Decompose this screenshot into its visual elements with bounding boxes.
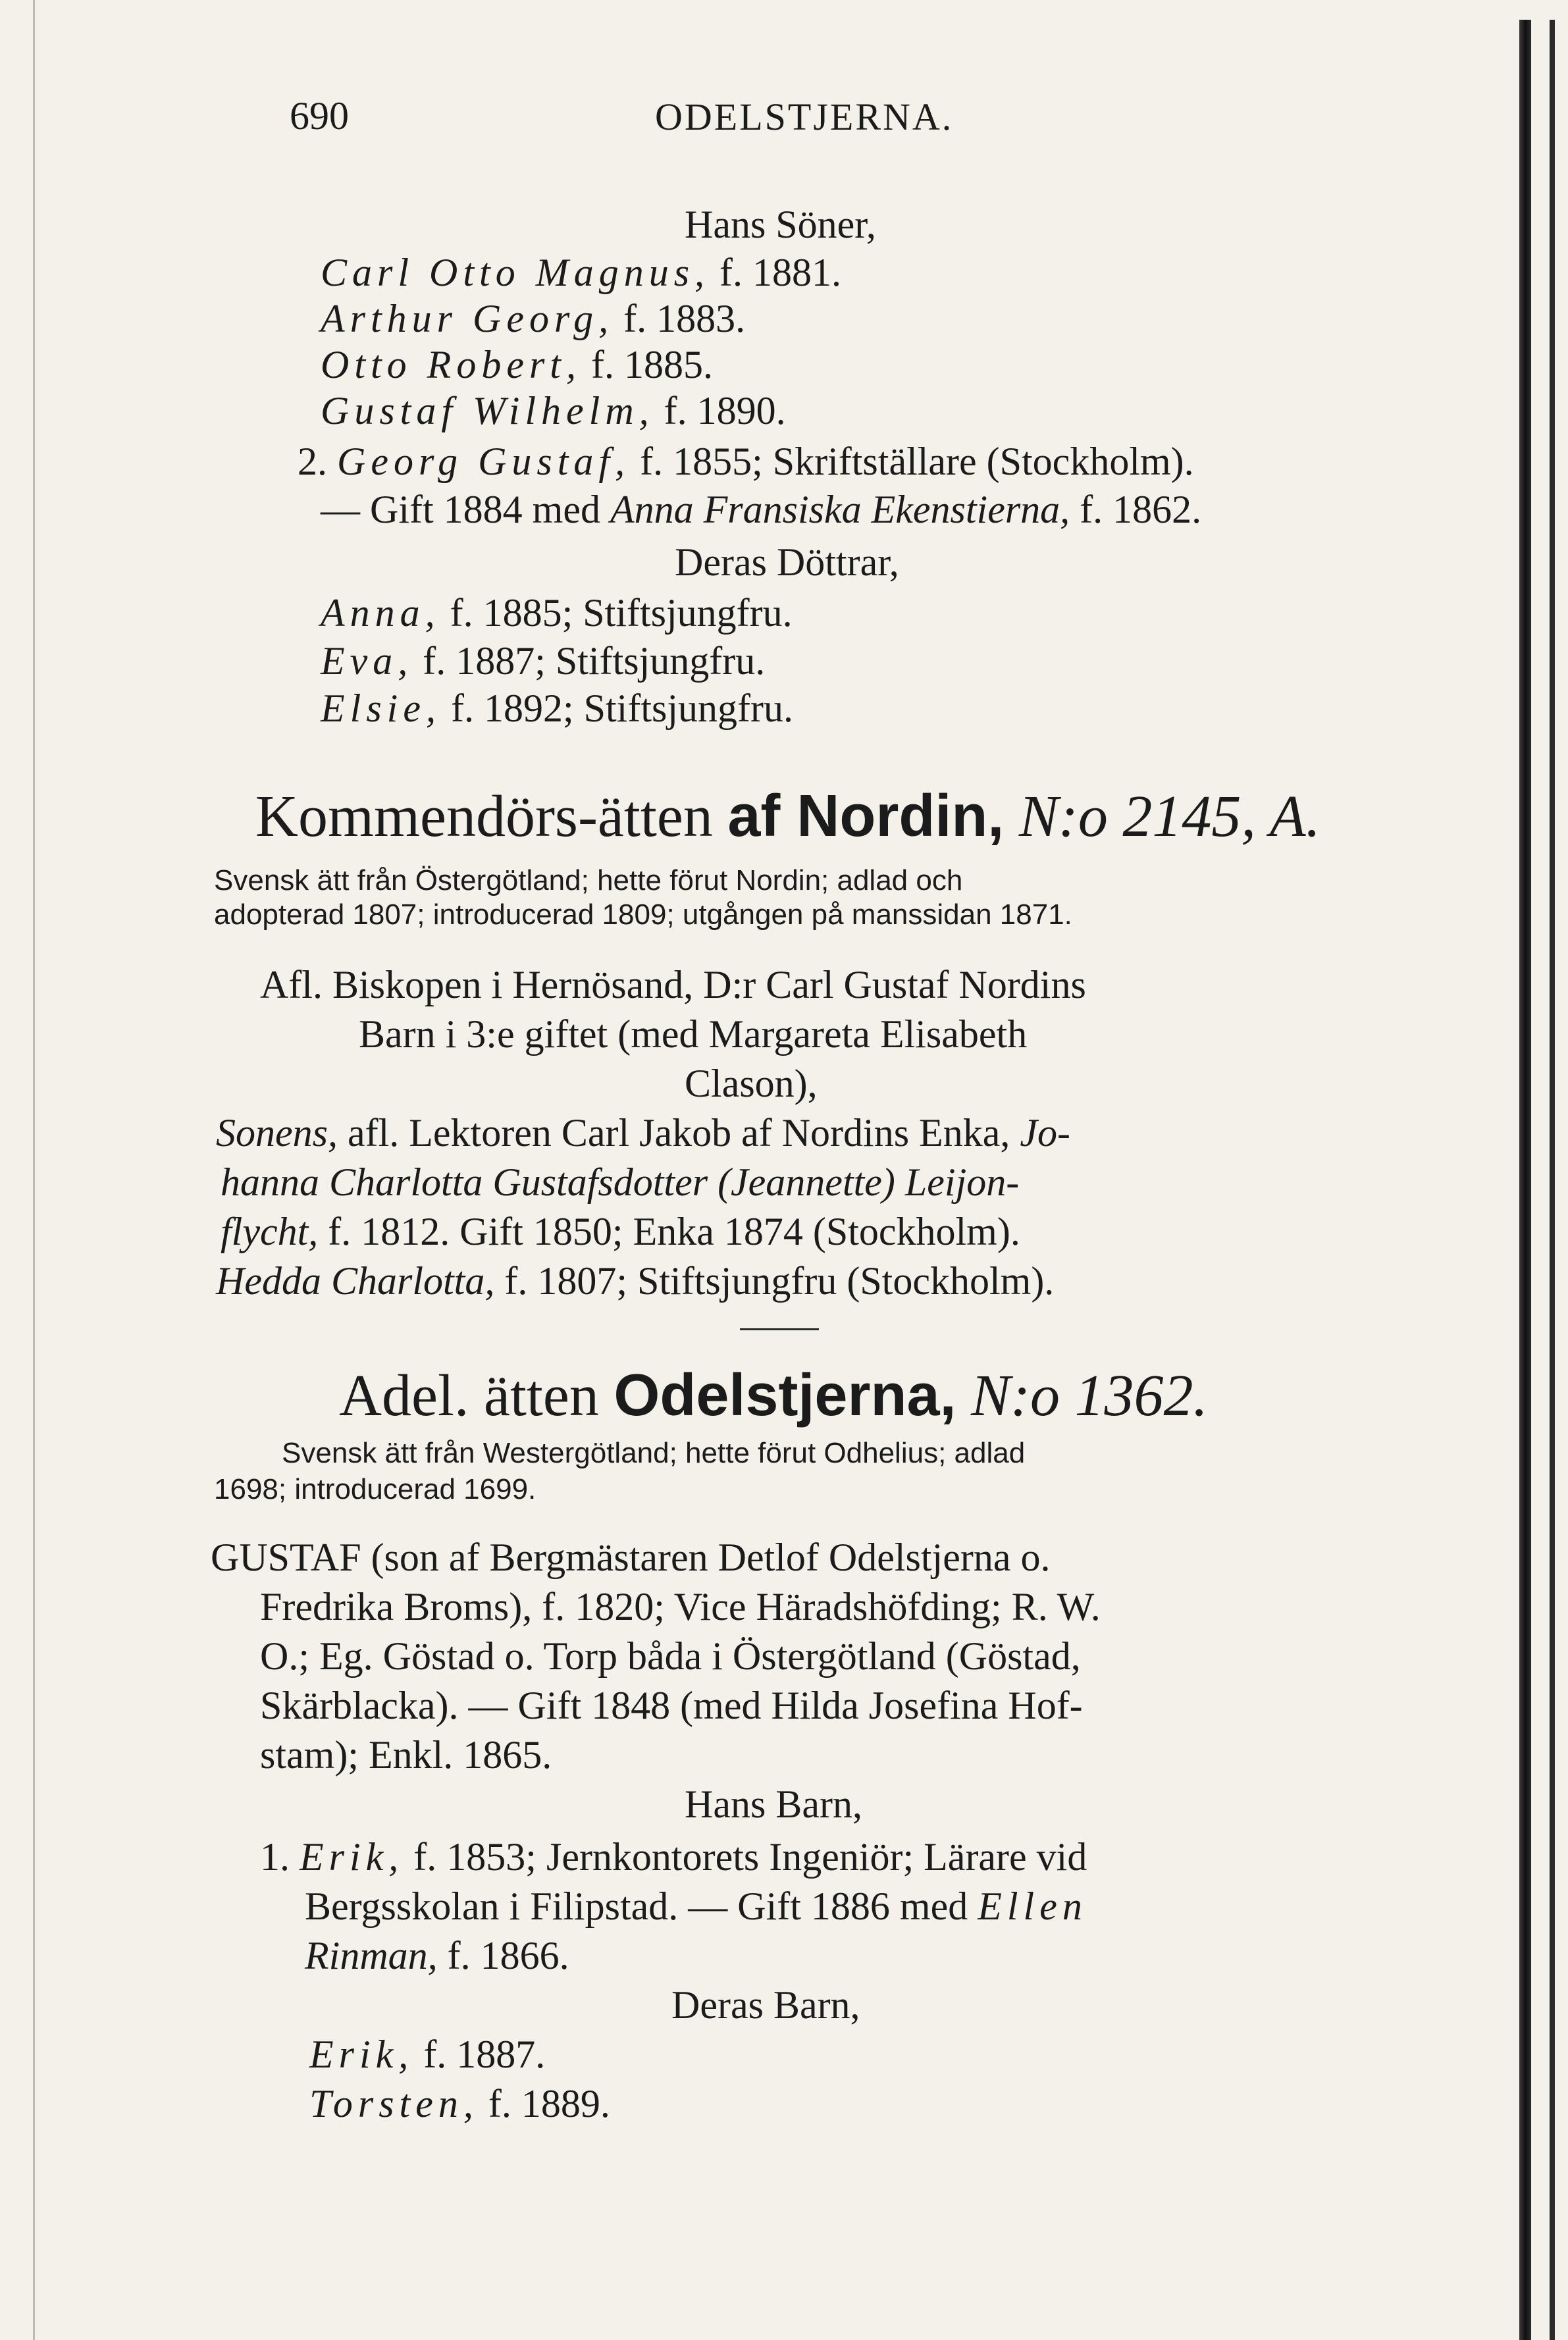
- son-name: Arthur Georg,: [321, 297, 614, 340]
- sons-heading: Hans Söner,: [685, 203, 876, 246]
- erik-line: [305, 1932, 569, 1979]
- son-name: Carl Otto Magnus,: [321, 251, 710, 294]
- running-title: ODELSTJERNA.: [655, 95, 954, 138]
- grandchild-entry: [309, 2080, 610, 2127]
- grandchild-born: f. 1887.: [423, 2033, 546, 2076]
- family-name: af Nordin,: [727, 783, 1005, 849]
- gustaf-line: Fredrika Broms), f. 1820; Vice Häradshöfding; R. W.: [260, 1585, 1101, 1628]
- spouse-name: Anna Fransiska Ekenstierna,: [610, 488, 1070, 531]
- odel-description-line: 1698; introducerad 1699.: [214, 1473, 536, 1505]
- title-prefix: Adel. ätten: [339, 1363, 599, 1428]
- nordin-family-title: [255, 783, 1320, 850]
- son-born: f. 1881.: [719, 251, 842, 294]
- grandchild-name: Erik,: [309, 2033, 414, 2076]
- son-entry: [321, 249, 841, 296]
- title-prefix: Kommendörs-ätten: [255, 784, 713, 849]
- nordin-text-line: [221, 1158, 1019, 1206]
- spouse-born: f. 1862.: [1080, 488, 1202, 531]
- georg-name: Georg Gustaf,: [337, 440, 631, 483]
- family-name: Odelstjerna,: [614, 1363, 956, 1428]
- page-number: 690: [290, 94, 349, 138]
- erik-name: Erik,: [300, 1835, 404, 1879]
- grandchild-born: f. 1889.: [488, 2082, 610, 2125]
- nordin-text-line: [221, 1208, 1020, 1255]
- nordin-description-line: Svensk ätt från Östergötland; hette förut Nordin; adlad och: [214, 864, 963, 897]
- son-born: f. 1890.: [664, 389, 786, 432]
- daughters-heading: Deras Döttrar,: [675, 540, 899, 584]
- spouse-name: Ellen: [978, 1885, 1087, 1928]
- grandchildren-heading: Deras Barn,: [671, 1983, 860, 2027]
- son-name: Gustaf Wilhelm,: [321, 389, 654, 432]
- section-divider: [740, 1328, 819, 1330]
- children-heading: Hans Barn,: [685, 1782, 862, 1826]
- spouse-name: Rinman,: [305, 1934, 438, 1977]
- gustaf-line: O.; Eg. Göstad o. Torp båda i Östergötland (Göstad,: [260, 1634, 1081, 1678]
- erik-line: [305, 1883, 1087, 1930]
- son-entry: [321, 341, 713, 388]
- georg-details: f. 1855; Skriftställare (Stockholm).: [640, 440, 1194, 483]
- nordin-text: afl. Lektoren Carl Jakob af Nordins Enka,: [347, 1111, 1010, 1155]
- son-entry: [321, 387, 786, 434]
- georg-marriage: [321, 486, 1201, 533]
- son-born: f. 1883.: [623, 297, 746, 340]
- entry-number: 1.: [260, 1835, 290, 1879]
- italic-name: Hedda Charlotta,: [216, 1259, 495, 1303]
- nordin-text: f. 1807; Stiftsjungfru (Stockholm).: [504, 1259, 1055, 1303]
- grandchild-entry: [309, 2031, 545, 2078]
- nordin-text-line: Barn i 3:e giftet (med Margareta Elisabeth: [359, 1012, 1028, 1056]
- daughter-text: f. 1892; Stiftsjungfru.: [450, 687, 793, 730]
- erik-details: Bergsskolan i Filipstad. — Gift 1886 med: [305, 1885, 968, 1928]
- odel-description-line: Svensk ätt från Westergötland; hette förut Odhelius; adlad: [282, 1437, 1026, 1469]
- family-number: N:o 1362.: [971, 1363, 1209, 1428]
- daughter-entry: [321, 637, 765, 685]
- entry-number: 2.: [298, 440, 327, 483]
- daughter-name: Eva,: [321, 639, 413, 683]
- italic-name: flycht,: [221, 1210, 319, 1253]
- daughter-name: Anna,: [321, 591, 440, 635]
- marriage-text: — Gift 1884 med: [321, 488, 600, 531]
- odelstjerna-family-title: [339, 1363, 1208, 1429]
- nordin-text-line: [216, 1257, 1054, 1305]
- italic-term: Sonens,: [216, 1111, 338, 1155]
- italic-name: hanna Charlotta Gustafsdotter (Jeannette) Leijon-: [221, 1160, 1020, 1204]
- nordin-description-line: adopterad 1807; introducerad 1809; utgången på manssidan 1871.: [214, 898, 1072, 931]
- italic-name: Jo-: [1020, 1111, 1070, 1155]
- spouse-born: f. 1866.: [447, 1934, 569, 1977]
- daughter-entry: [321, 589, 793, 637]
- nordin-text-line: [216, 1109, 1070, 1157]
- daughter-entry: [321, 685, 793, 732]
- daughter-name: Elsie,: [321, 687, 441, 730]
- erik-details: f. 1853; Jernkontorets Ingeniör; Lärare vid: [413, 1835, 1087, 1879]
- grandchild-name: Torsten,: [309, 2082, 479, 2125]
- erik-line: [260, 1833, 1087, 1881]
- gustaf-line: Skärblacka). — Gift 1848 (med Hilda Josefina Hof-: [260, 1684, 1083, 1727]
- son-entry: [321, 295, 745, 342]
- son-born: f. 1885.: [590, 343, 713, 386]
- family-number: N:o 2145, A.: [1018, 784, 1321, 849]
- daughter-text: f. 1887; Stiftsjungfru.: [423, 639, 766, 683]
- gustaf-line: stam); Enkl. 1865.: [260, 1733, 552, 1777]
- daughter-text: f. 1885; Stiftsjungfru.: [450, 591, 793, 635]
- gustaf-line: GUSTAF (son af Bergmästaren Detlof Odelstjerna o.: [211, 1536, 1051, 1579]
- nordin-text-line: Afl. Biskopen i Hernösand, D:r Carl Gustaf Nordins: [260, 963, 1086, 1006]
- georg-entry: [298, 438, 1194, 485]
- nordin-text-line: Clason),: [685, 1062, 818, 1105]
- son-name: Otto Robert,: [321, 343, 581, 386]
- nordin-text: f. 1812. Gift 1850; Enka 1874 (Stockholm).: [328, 1210, 1020, 1253]
